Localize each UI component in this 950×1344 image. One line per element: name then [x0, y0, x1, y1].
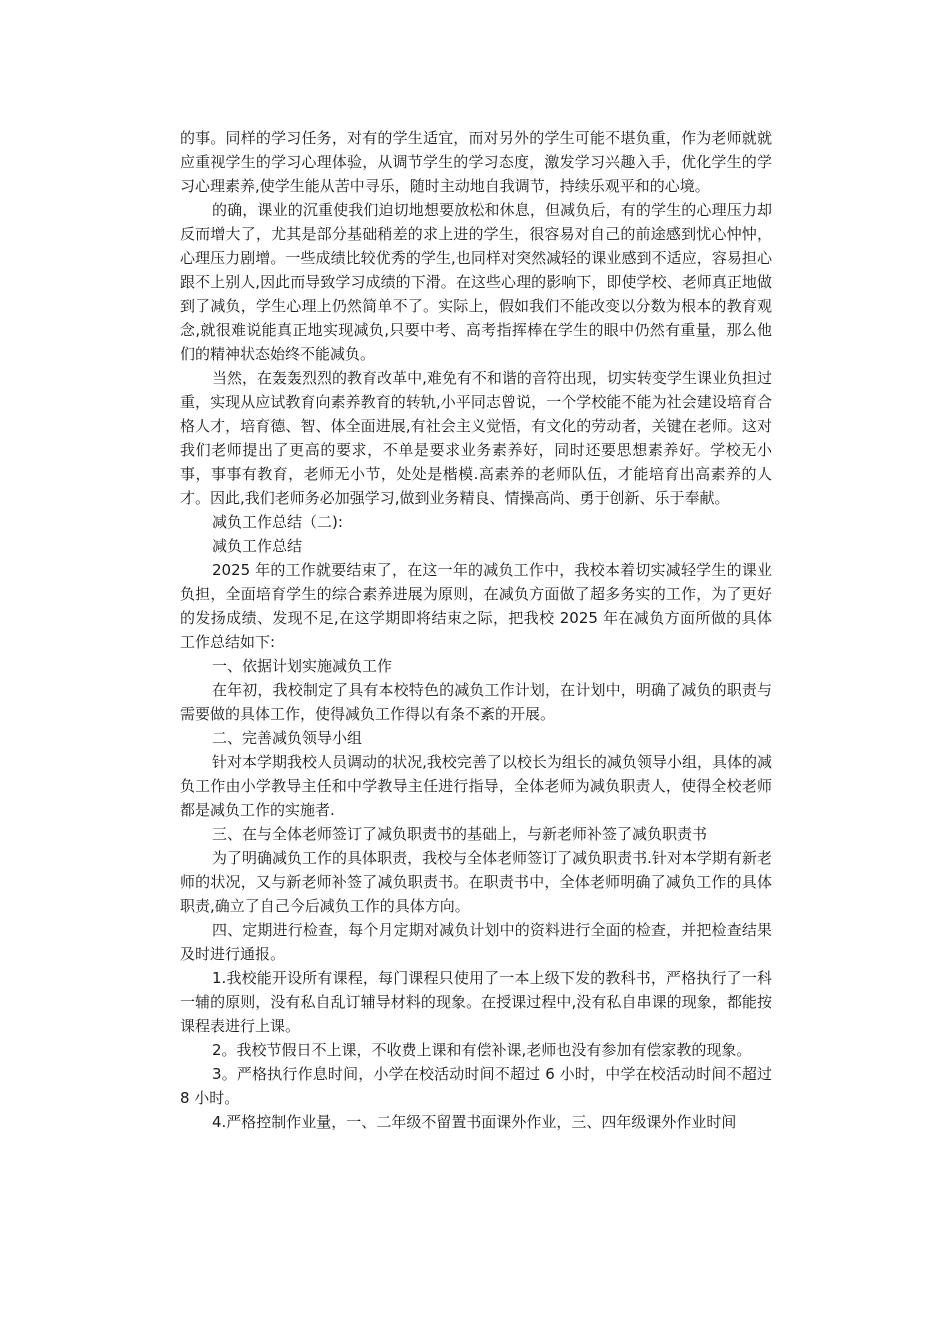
paragraph: 当然，在轰轰烈烈的教育改革中,难免有不和谐的音符出现，切实转变学生课业负担过重，实现从应试教育向素养教育的转轨,小平同志曾说，一个学校能不能为社会建设培育合格人才，培育德、智、体全面进展,有社会主义觉悟，有文化的劳动者，关键在老师。这对我们老师提出了更高的要求，不单是要求业务素养好，同时还要思想素养好。学校无小事，事事有教育，老师无小节，处处是楷模.高素养的老师队伍，才能培育出高素养的人才。因此,我们老师务必加强学习,做到业务精良、情操高尚、勇于创新、乐于奉献。 [180, 369, 772, 507]
paragraph: 为了明确减负工作的具体职责，我校与全体老师签订了减负职责书.针对本学期有新老师的状况，又与新老师补签了减负职责书。在职责书中，全体老师明确了减负工作的具体职责,确立了自己今后减负工作的具体方向。 [180, 849, 772, 915]
document-body [180, 126, 772, 1134]
section-heading: 四、定期进行检查，每个月定期对减负计划中的资料进行全面的检查，并把检查结果及时进行通报。 [180, 921, 772, 963]
paragraph: 针对本学期我校人员调动的状况,我校完善了以校长为组长的减负领导小组，具体的减负工作由小学教导主任和中学教导主任进行指导，全体老师为减负职责人，使得全校老师都是减负工作的实施者. [180, 753, 772, 819]
paragraph: 的确，课业的沉重使我们迫切地想要放松和休息，但减负后，有的学生的心理压力却反而增大了，尤其是部分基础稍差的求上进的学生，很容易对自己的前途感到忧心忡忡，心理压力剧增。一些成绩比较优秀的学生,也同样对突然减轻的课业感到不适应，容易担心跟不上别人,因此而导致学习成绩的下滑。在这些心理的影响下，即使学校、老师真正地做到了减负，学生心理上仍然简单不了。实际上，假如我们不能改变以分数为根本的教育观念,就很难说能真正地实现减负,只要中考、高考指挥棒在学生的眼中仍然有重量，那么他们的精神状态始终不能减负。 [180, 201, 772, 363]
section-heading: 二、完善减负领导小组 [212, 729, 363, 747]
paragraph: 的事。同样的学习任务，对有的学生适宜，而对另外的学生可能不堪负重，作为老师就就应重视学生的学习心理体验，从调节学生的学习态度，激发学习兴趣入手，优化学生的学习心理素养,使学生能从苦中寻乐，随时主动地自我调节，持续乐观平和的心境。 [180, 129, 772, 195]
section-heading: 一、依据计划实施减负工作 [212, 657, 393, 675]
section-heading: 减负工作总结 [212, 537, 303, 555]
paragraph: 在年初，我校制定了具有本校特色的减负工作计划，在计划中，明确了减负的职责与需要做的具体工作，使得减负工作得以有条不紊的开展。 [180, 681, 772, 723]
list-item: 2。我校节假日不上课，不收费上课和有偿补课,老师也没有参加有偿家教的现象。 [212, 1041, 752, 1059]
paragraph: 2025 年的工作就要结束了，在这一年的减负工作中，我校本着切实减轻学生的课业负担，全面培育学生的综合素养进展为原则，在减负方面做了超多务实的工作，为了更好的发扬成绩、发现不足,在这学期即将结束之际，把我校 2025 年在减负方面所做的具体工作总结如下: [180, 561, 772, 651]
list-item: 3。严格执行作息时间，小学在校活动时间不超过 6 小时，中学在校活动时间不超过 8 小时。 [180, 1065, 772, 1107]
list-item: 4.严格控制作业量，一、二年级不留置书面课外作业，三、四年级课外作业时间 [212, 1113, 737, 1131]
list-item: 1.我校能开设所有课程，每门课程只使用了一本上级下发的教科书，严格执行了一科一辅的原则，没有私自乱订辅导材料的现象。在授课过程中,没有私自串课的现象，都能按课程表进行上课。 [180, 969, 772, 1035]
section-heading: 减负工作总结（二): [212, 513, 343, 531]
section-heading: 三、在与全体老师签订了减负职责书的基础上，与新老师补签了减负职责书 [212, 825, 708, 843]
